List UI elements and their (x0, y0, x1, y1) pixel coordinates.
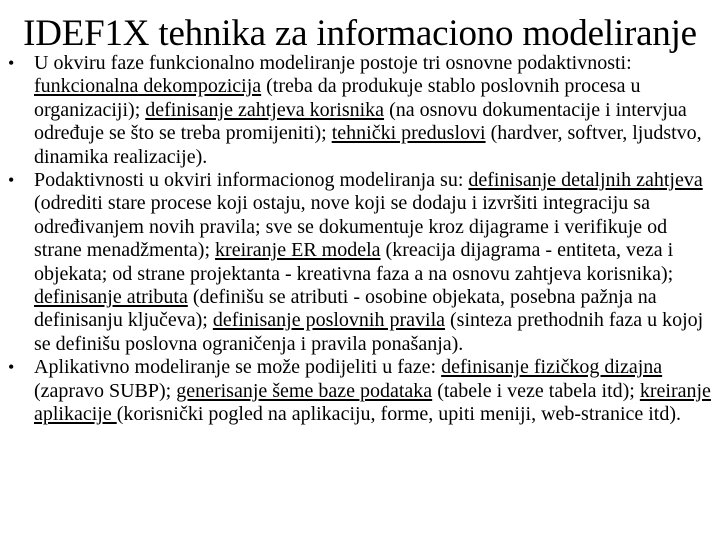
bullet-marker: • (8, 53, 15, 73)
underlined-term: generisanje šeme baze podataka (176, 379, 433, 402)
bullet-marker: • (8, 357, 15, 378)
underlined-term: definisanje zahtjeva korisnika (145, 98, 385, 121)
text-segment: (kreacija dijagrama - entiteta, veza i objekata; od strane projektanta - kreativna faza a na osnovu zahtjeva korisnika); (34, 239, 674, 285)
underlined-term: kreiranje ER modela (215, 239, 381, 262)
bullet-text (34, 52, 702, 168)
text-segment: Aplikativno modeliranje se može podijeliti u faze: (34, 356, 442, 379)
bullet-item (0, 169, 716, 356)
underlined-term: definisanje detaljnih zahtjeva (468, 169, 703, 192)
text-segment: U okviru faze funkcionalno modeliranje postoje tri osnovne podaktivnosti: (34, 52, 632, 74)
bullet-item (0, 52, 716, 169)
text-segment: (tabele i veze tabela itd); (432, 379, 640, 402)
underlined-term: definisanje fizičkog dizajna (441, 356, 663, 379)
underlined-term: kreiranje aplikacije (34, 379, 711, 426)
text-segment: (odrediti stare procese koji ostaju, nove koji se dodaju i izvršiti integraciju sa određivanjem novih pravila; sve se dokumentuje kroz dijagrame i verifikuje od strane menadžmenta); (34, 192, 668, 262)
underlined-term: funkcionalna dekompozicija (34, 75, 262, 98)
text-segment: (definišu se atributi - osobine objekata, posebna pažnja na definisanju ključeva); (34, 286, 657, 332)
text-segment: (na osnovu dokumentacije i intervjua određuje se što se treba promijeniti); (34, 98, 687, 145)
text-segment: Podaktivnosti u okviri informacionog modeliranja su: (34, 169, 469, 192)
bullet-text (34, 169, 703, 355)
text-segment: (treba da produkuje stablo poslovnih procesa u organizaciji); (34, 75, 641, 121)
underlined-term: tehnički preduslovi (331, 122, 486, 145)
text-segment: (sinteza prethodnih faza u kojoj se definišu poslovna ograničenja i pravila ponašanja). (34, 309, 704, 355)
bullet-list (0, 52, 716, 427)
bullet-text (34, 356, 711, 425)
bullet-item (0, 356, 716, 426)
underlined-term: definisanje atributa (34, 286, 188, 309)
slide-title: IDEF1X tehnika za informaciono modeliranje (23, 13, 697, 54)
text-segment: (hardver, softver, ljudstvo, dinamika realizacije). (34, 122, 702, 168)
text-segment: (korisnički pogled na aplikaciju, forme, upiti meniji, web-stranice itd). (116, 403, 682, 426)
text-segment: (zapravo SUBP); (34, 379, 177, 402)
underlined-term: definisanje poslovnih pravila (212, 309, 445, 332)
bullet-marker: • (8, 170, 15, 191)
